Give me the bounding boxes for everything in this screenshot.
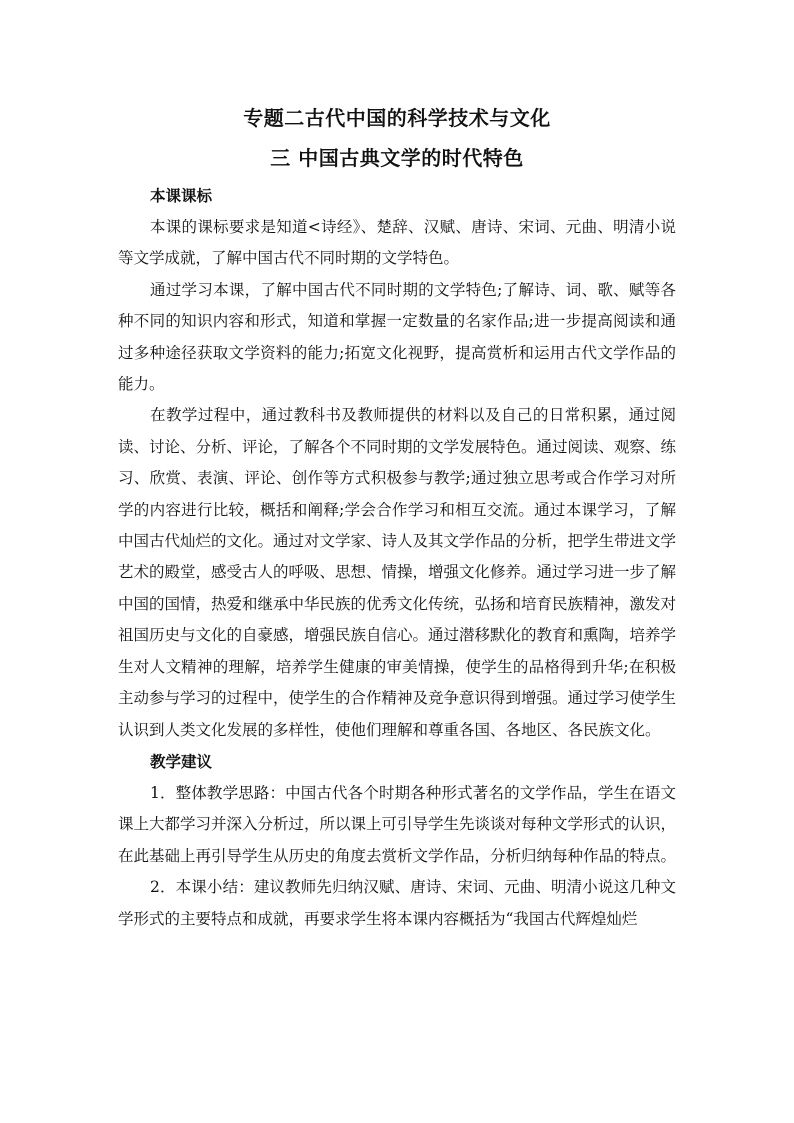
lesson-title: 三 中国古典文学的时代特色 bbox=[270, 146, 524, 170]
paragraph: 1．整体教学思路：中国古代各个时期各种形式著名的文学作品，学生在语文课上大都学习并深入分析过，所以课上可引导学生先谈谈对每种文学形式的认识，在此基础上再引导学生从历史的角度去赏析文学作品，分析归纳每种作品的特点。 bbox=[118, 783, 677, 865]
paragraph: 通过学习本课，了解中国古代不同时期的文学特色;了解诗、词、歌、赋等各种不同的知识内容和形式，知道和掌握一定数量的名家作品;进一步提高阅读和通过多种途径获取文学资料的能力;拓宽文化视野，提高赏析和运用古代文学作品的能力。 bbox=[118, 280, 676, 394]
section-heading: 本课课标 bbox=[150, 186, 213, 205]
section-teaching-suggestions bbox=[118, 746, 676, 935]
section-heading: 教学建议 bbox=[150, 751, 213, 771]
paragraph: 2．本课小结：建议教师先归纳汉赋、唐诗、宋词、元曲、明清小说这几种文学形式的主要特点和成就，再要求学生将本课内容概括为“我国古代辉煌灿烂 bbox=[118, 878, 676, 928]
document-title: 专题二古代中国的科学技术与文化 bbox=[243, 106, 551, 130]
paragraph: 在教学过程中，通过教科书及教师提供的材料以及自己的日常积累，通过阅读、讨论、分析、评论，了解各个不同时期的文学发展特色。通过阅读、观察、练习、欣赏、表演、评论、创作等方式积极参与教学;通过独立思考或合作学习对所学的内容进行比较，概括和阐释;学会合作学习和相互交流。通过本课学习，了解中国古代灿烂的文化。通过对文学家、诗人及其文学作品的分析，把学生带进文学艺术的殿堂，感受古人的呼吸、思想、情操，增强文化修养。通过学习进一步了解中国的国情，热爱和继承中华民族的优秀文化传统，弘扬和培育民族精神，激发对祖国历史与文化的自豪感，增强民族自信心。通过潜移默化的教育和熏陶，培养学生对人文精神的理解，培养学生健康的审美情操，使学生的品格得到升华;在积极主动参与学习的过程中，使学生的合作精神及竞争意识得到增强。通过学习使学生认识到人类文化发展的多样性，使他们理解和尊重各国、各地区、各民族文化。 bbox=[118, 406, 677, 739]
paragraph: 本课的课标要求是知道<诗经》、楚辞、汉赋、唐诗、宋词、元曲、明清小说等文学成就，了解中国古代不同时期的文学特色。 bbox=[118, 218, 676, 268]
section-curriculum-standards bbox=[118, 180, 676, 746]
